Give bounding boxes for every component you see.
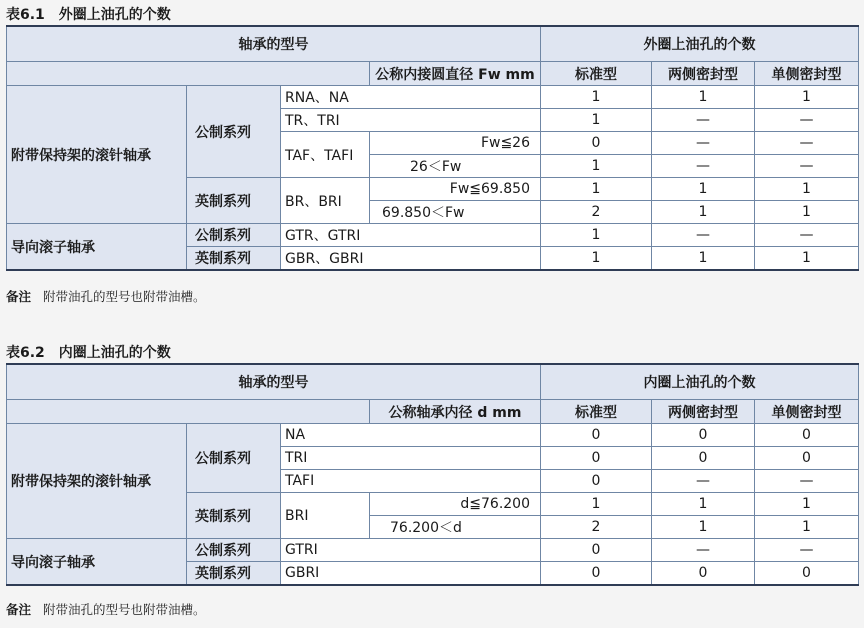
header-hole-count: 外圈上油孔的个数 [541,26,859,62]
header-blank [7,400,370,424]
header-standard: 标准型 [541,62,652,86]
table1-outer-ring-oil-holes [6,25,859,271]
value-cell: 1 [755,201,859,224]
value-cell: 2 [541,516,652,539]
model-cell: TRI [281,447,541,470]
table-row [7,539,859,562]
model-cell: BRI [281,493,370,539]
group-caged-needle-bearing: 附带保持架的滚针轴承 [7,86,187,224]
value-cell: 0 [541,539,652,562]
model-cell: GTR、GTRI [281,224,541,247]
series-metric: 公制系列 [187,224,281,247]
table1-header-row-2 [7,62,859,86]
note-text: 附带油孔的型号也附带油槽。 [43,289,206,304]
value-cell: — [652,539,755,562]
series-metric: 公制系列 [187,424,281,493]
value-cell: 1 [652,516,755,539]
value-cell: 0 [755,424,859,447]
table1-header-row-1 [7,26,859,62]
note-label: 备注 [6,602,32,617]
table1-note [6,287,206,305]
table1-title: 表6.1 外圈上油孔的个数 [6,7,171,23]
table2-inner-ring-oil-holes [6,363,859,586]
table-row [7,86,859,109]
value-cell: 0 [652,562,755,586]
header-bearing-model: 轴承的型号 [7,26,541,62]
header-hole-count: 内圈上油孔的个数 [541,364,859,400]
model-cell: GBR、GBRI [281,247,541,271]
value-cell: 1 [755,516,859,539]
value-cell: 1 [652,201,755,224]
header-both-sealed: 两侧密封型 [652,62,755,86]
group-caged-needle-bearing: 附带保持架的滚针轴承 [7,424,187,539]
value-cell: 1 [541,155,652,178]
value-cell: 1 [652,178,755,201]
note-label: 备注 [6,289,32,304]
header-both-sealed: 两侧密封型 [652,400,755,424]
series-inch: 英制系列 [187,178,281,224]
value-cell: 0 [541,132,652,155]
value-cell: 1 [541,109,652,132]
value-cell: — [755,132,859,155]
table2-note [6,600,206,618]
value-cell: 0 [652,447,755,470]
value-cell: 1 [755,178,859,201]
table-row [7,224,859,247]
series-metric: 公制系列 [187,539,281,562]
value-cell: 1 [541,178,652,201]
series-inch: 英制系列 [187,247,281,271]
model-cell: BR、BRI [281,178,370,224]
model-cell: TAF、TAFI [281,132,370,178]
value-cell: 1 [541,247,652,271]
value-cell: 1 [755,247,859,271]
value-cell: 1 [652,86,755,109]
condition-cell: 69.850＜Fw [370,201,541,224]
header-single-sealed: 单侧密封型 [755,400,859,424]
condition-cell: d≦76.200 [370,493,541,516]
series-inch: 英制系列 [187,562,281,586]
value-cell: — [652,109,755,132]
value-cell: — [652,224,755,247]
header-dimension: 公称内接圆直径 Fw mm [370,62,541,86]
model-cell: TAFI [281,470,541,493]
table2-header-row-2 [7,400,859,424]
header-bearing-model: 轴承的型号 [7,364,541,400]
table2-header-row-1 [7,364,859,400]
value-cell: 0 [541,562,652,586]
condition-cell: 76.200＜d [370,516,541,539]
header-blank [7,62,370,86]
note-text: 附带油孔的型号也附带油槽。 [43,602,206,617]
header-standard: 标准型 [541,400,652,424]
table2-title: 表6.2 内圈上油孔的个数 [6,345,171,361]
value-cell: — [652,155,755,178]
value-cell: 1 [541,86,652,109]
series-inch: 英制系列 [187,493,281,539]
value-cell: — [755,224,859,247]
value-cell: 2 [541,201,652,224]
value-cell: 1 [541,224,652,247]
condition-cell: Fw≦69.850 [370,178,541,201]
value-cell: — [755,109,859,132]
value-cell: 0 [755,562,859,586]
value-cell: — [652,132,755,155]
value-cell: — [755,470,859,493]
header-single-sealed: 单侧密封型 [755,62,859,86]
value-cell: 1 [652,493,755,516]
model-cell: RNA、NA [281,86,541,109]
value-cell: 1 [755,493,859,516]
value-cell: 1 [541,493,652,516]
value-cell: 0 [541,447,652,470]
header-dimension: 公称轴承内径 d mm [370,400,541,424]
value-cell: 0 [755,447,859,470]
table-row [7,424,859,447]
value-cell: — [652,470,755,493]
model-cell: GBRI [281,562,541,586]
value-cell: — [755,539,859,562]
model-cell: NA [281,424,541,447]
group-guide-roller-bearing: 导向滚子轴承 [7,539,187,586]
condition-cell: Fw≦26 [370,132,541,155]
value-cell: 0 [541,424,652,447]
value-cell: 0 [652,424,755,447]
model-cell: TR、TRI [281,109,541,132]
series-metric: 公制系列 [187,86,281,178]
value-cell: 0 [541,470,652,493]
value-cell: 1 [755,86,859,109]
group-guide-roller-bearing: 导向滚子轴承 [7,224,187,271]
condition-cell: 26＜Fw [370,155,541,178]
value-cell: — [755,155,859,178]
model-cell: GTRI [281,539,541,562]
value-cell: 1 [652,247,755,271]
